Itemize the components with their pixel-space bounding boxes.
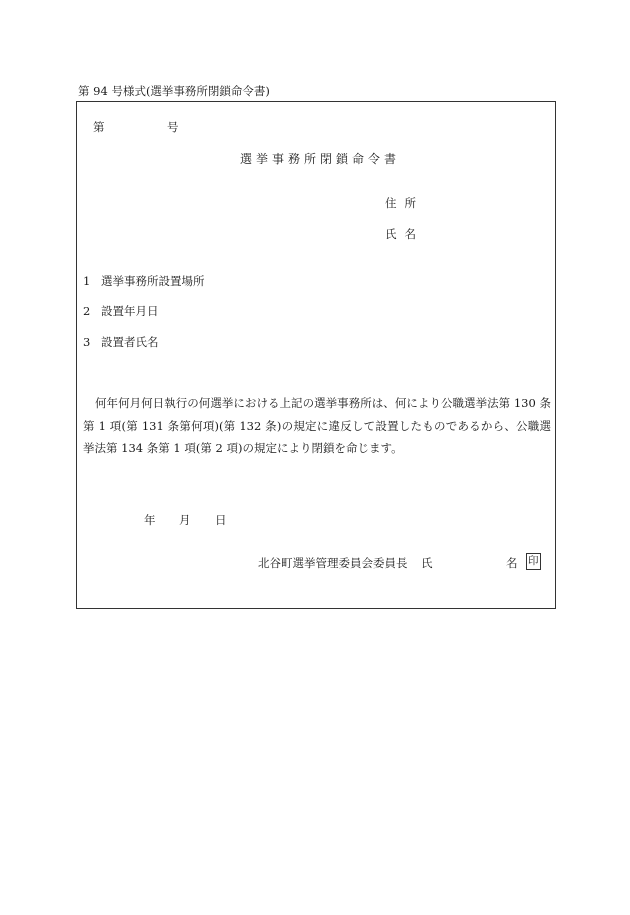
list-item	[83, 303, 159, 319]
item-label: 選挙事務所設置場所	[101, 274, 205, 288]
item-label: 設置年月日	[101, 304, 159, 318]
order-body-text: 何年何月何日執行の何選挙における上記の選挙事務所は、何により公職選挙法第 130 条第 1 項(第 131 条第何項)(第 132 条)の規定に違反して設置したものであるから、公職選挙法第 134 条第 1 項(第 2 項)の規定により閉鎖を命じます。	[83, 396, 551, 455]
issuer-name-mei: 名	[506, 556, 518, 570]
item-label: 設置者氏名	[101, 335, 159, 349]
document-number-suffix: 号	[167, 120, 179, 134]
order-document-frame	[76, 101, 556, 609]
item-number: 2	[83, 304, 91, 318]
document-title: 選挙事務所閉鎖命令書	[240, 152, 401, 166]
seal-mark: 印	[526, 553, 541, 570]
date-day-label: 日	[215, 513, 227, 527]
form-number-label: 第 94 号様式(選挙事務所閉鎖命令書)	[78, 84, 270, 98]
item-number: 1	[83, 274, 91, 288]
date-month-label: 月	[179, 513, 191, 527]
issuer-title: 北谷町選挙管理委員会委員長	[258, 556, 408, 570]
item-number: 3	[83, 335, 91, 349]
list-item	[83, 273, 205, 289]
recipient-address-label: 住所	[385, 196, 424, 210]
issuer-name-shi: 氏	[421, 556, 433, 570]
date-year-label: 年	[144, 513, 156, 527]
document-number-prefix: 第	[93, 120, 105, 134]
recipient-name-label: 氏名	[385, 227, 424, 241]
list-item	[83, 334, 159, 350]
